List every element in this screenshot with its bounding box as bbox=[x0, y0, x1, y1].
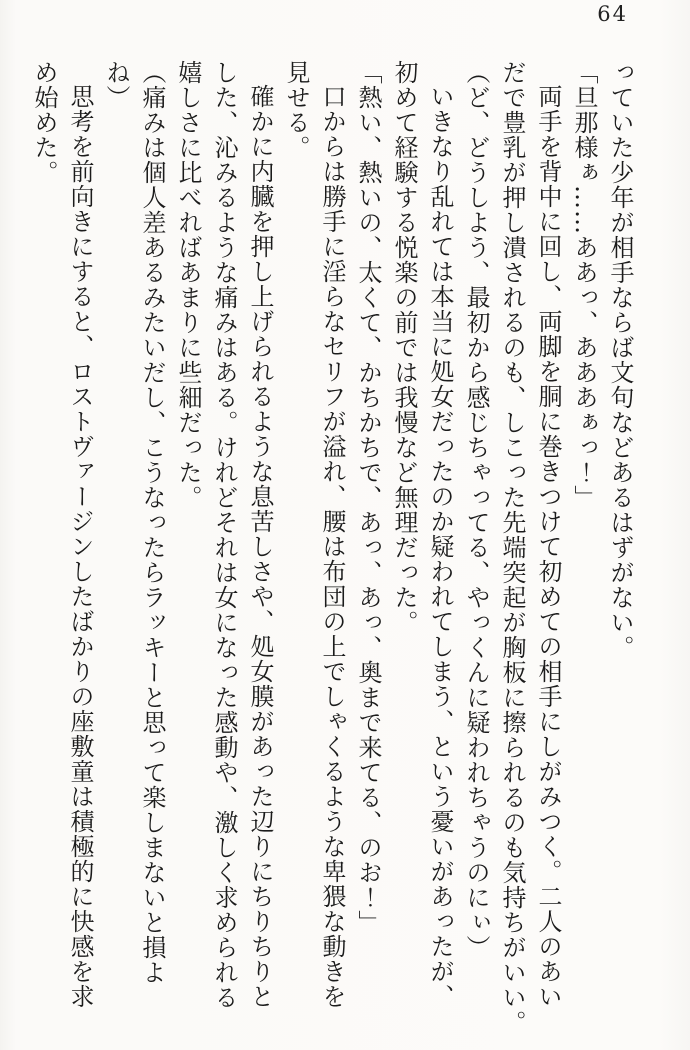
text-column-10: 見せる。 bbox=[282, 60, 310, 160]
text-column-5: （ど、どうしよう、最初から感じちゃってる、やっくんに疑われちゃうのにぃ） bbox=[462, 60, 490, 960]
text-column-8: 「熱い、熱いの、太くて、かちかちで、あっ、あっ、奥まで来てる、のお！」 bbox=[354, 60, 382, 935]
text-column-12: した、沁みるような痛みはある。けれどそれは女になった感動や、激しく求められる bbox=[210, 60, 238, 1010]
text-column-6: いきなり乱れては本当に処女だったのか疑われてしまう、という憂いがあったが、 bbox=[426, 84, 454, 1009]
text-column-9: 口からは勝手に淫らなセリフが溢れ、腰は布団の上でしゃくるような卑猥な動きを bbox=[318, 84, 346, 1009]
text-block bbox=[26, 60, 638, 1042]
text-column-13: 嬉しさに比べればあまりに些細だった。 bbox=[174, 60, 202, 510]
text-column-3: 両手を背中に回し、両脚を胴に巻きつけて初めての相手にしがみつく。二人のあい bbox=[534, 84, 562, 1009]
text-column-15: ね） bbox=[102, 60, 130, 110]
page-number: 64 bbox=[597, 2, 628, 26]
text-column-17: め始めた。 bbox=[30, 60, 58, 185]
text-column-16: 思考を前向きにすると、ロストヴァージンしたばかりの座敷童は積極的に快感を求 bbox=[66, 84, 94, 1009]
text-column-7: 初めて経験する悦楽の前では我慢など無理だった。 bbox=[390, 60, 418, 635]
text-column-4: だで豊乳が押し潰されるのも、しこった先端突起が胸板に擦られるのも気持ちがいい。 bbox=[498, 60, 526, 1035]
text-column-2: 「旦那様ぁ……ああっ、あああぁっ！」 bbox=[570, 60, 598, 510]
text-column-1: っていた少年が相手ならば文句などあるはずがない。 bbox=[606, 60, 634, 660]
text-column-14: （痛みは個人差あるみたいだし、こうなったらラッキーと思って楽しまないと損よ bbox=[138, 60, 166, 985]
text-column-11: 確かに内臓を押し上げられるような息苦しさや、処女膜があった辺りにちりちりと bbox=[246, 84, 274, 1009]
